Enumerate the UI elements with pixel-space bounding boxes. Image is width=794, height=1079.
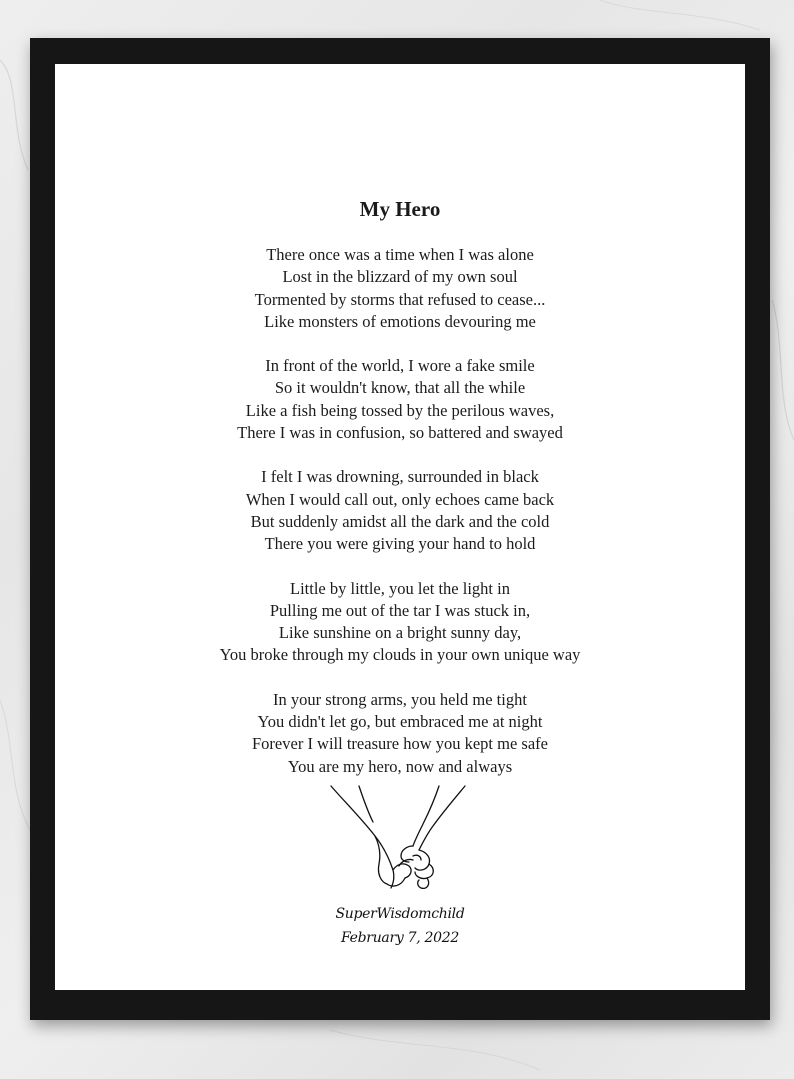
poem-line: Pulling me out of the tar I was stuck in,: [269, 600, 531, 620]
stanza-4: [55, 578, 745, 667]
poem-line: You are my hero, now and always: [287, 756, 513, 776]
poem-print: [55, 64, 745, 990]
stanza-5: [55, 689, 745, 778]
poem-body: [55, 244, 745, 800]
poem-line: So it wouldn't know, that all the while: [274, 378, 526, 398]
poem-line: Forever I will treasure how you kept me safe: [252, 734, 548, 754]
poem-line: Little by little, you let the light in: [290, 578, 510, 598]
poem-line: In front of the world, I wore a fake smile: [265, 356, 535, 376]
poem-line: There I was in confusion, so battered and swayed: [237, 423, 563, 443]
stanza-3: [55, 466, 745, 555]
poem-line: There once was a time when I was alone: [266, 245, 534, 264]
poem-line: You broke through my clouds in your own unique way: [219, 645, 581, 665]
poem-line: I felt I was drowning, surrounded in black: [261, 467, 539, 487]
poem-line: When I would call out, only echoes came back: [245, 489, 555, 509]
signature-date: February 7, 2022: [341, 930, 459, 946]
stanza-2: [55, 355, 745, 444]
poem-line: There you were giving your hand to hold: [264, 534, 536, 554]
poem-line: Like sunshine on a bright sunny day,: [278, 623, 522, 643]
poem-line: Lost in the blizzard of my own soul: [282, 267, 518, 287]
picture-frame: [30, 38, 770, 1020]
holding-hands-icon: [323, 784, 473, 896]
poem-line: But suddenly amidst all the dark and the cold: [250, 511, 550, 531]
poem-title: My Hero: [359, 197, 441, 221]
poem-line: In your strong arms, you held me tight: [273, 689, 527, 709]
stanza-1: [55, 244, 745, 333]
poem-line: Like a fish being tossed by the perilous waves,: [245, 400, 555, 420]
signature-name: SuperWisdomchild: [335, 906, 465, 922]
poem-line: Like monsters of emotions devouring me: [264, 311, 536, 331]
poem-line: Tormented by storms that refused to cease...: [254, 289, 546, 309]
poem-line: You didn't let go, but embraced me at night: [257, 712, 543, 732]
